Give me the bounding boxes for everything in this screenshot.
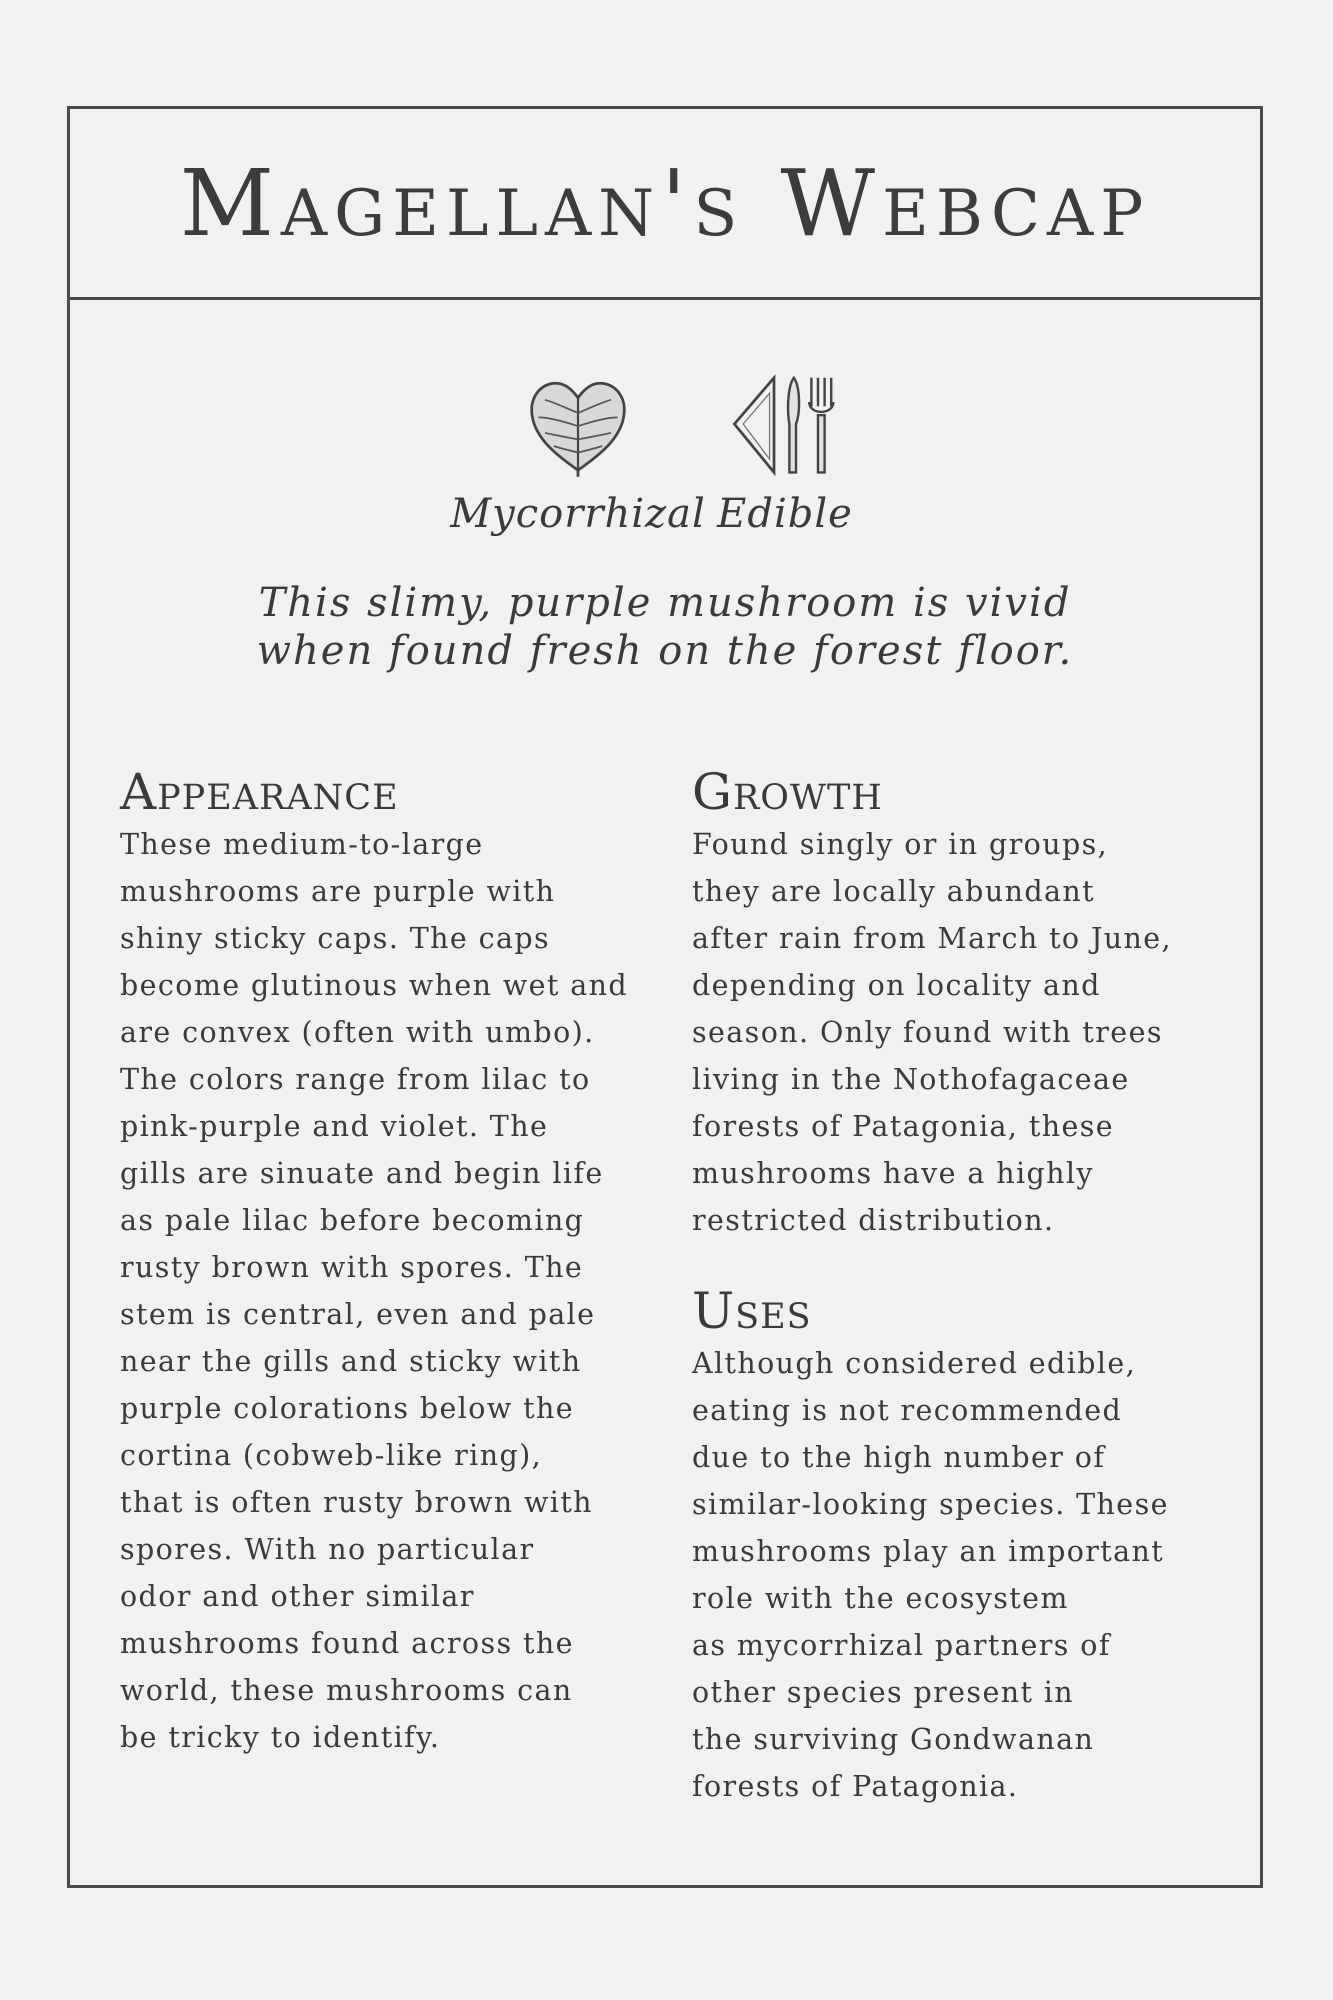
text-line: season. Only found with trees	[692, 1016, 1163, 1049]
trait-icons	[70, 369, 1260, 569]
appearance-section	[120, 765, 660, 1761]
left-column	[120, 765, 660, 1801]
text-line: become glutinous when wet and	[120, 969, 629, 1002]
text-line: mushrooms play an important	[692, 1535, 1165, 1568]
text-line: mushrooms found across the	[120, 1627, 574, 1660]
text-line: Found singly or in groups,	[692, 828, 1109, 861]
text-line: mushrooms have a highly	[692, 1157, 1094, 1190]
text-line: the surviving Gondwanan	[692, 1723, 1095, 1756]
growth-heading: Growth	[692, 763, 883, 821]
title-band	[70, 109, 1260, 300]
text-line: be tricky to identify.	[120, 1721, 441, 1754]
text-line: gills are sinuate and begin life	[120, 1157, 604, 1190]
text-line: spores. With no particular	[120, 1533, 535, 1566]
tagline-line: when found fresh on the forest floor.	[256, 628, 1074, 674]
right-column	[692, 765, 1232, 1850]
mycorrhizal-label: Mycorrhizal	[450, 491, 706, 537]
growth-text	[692, 821, 1232, 1244]
text-line: role with the ecosystem	[692, 1582, 1069, 1615]
text-line: due to the high number of	[692, 1441, 1106, 1474]
text-line: stem is central, even and pale	[120, 1298, 596, 1331]
text-line: pink-purple and violet. The	[120, 1110, 549, 1143]
text-line: shiny sticky caps. The caps	[120, 922, 551, 955]
edible-label: Edible	[717, 491, 853, 537]
uses-heading: Uses	[692, 1282, 812, 1340]
text-line: living in the Nothofagaceae	[692, 1063, 1130, 1096]
text-line: Although considered edible,	[692, 1347, 1137, 1380]
leaf-icon	[523, 369, 633, 479]
text-line: cortina (cobweb-like ring),	[120, 1439, 543, 1472]
growth-section	[692, 765, 1232, 1244]
text-line: The colors range from lilac to	[120, 1063, 591, 1096]
text-line: after rain from March to June,	[692, 922, 1173, 955]
text-line: forests of Patagonia, these	[692, 1110, 1115, 1143]
tagline	[70, 579, 1260, 675]
text-line: mushrooms are purple with	[120, 875, 556, 908]
text-line: These medium-to-large	[120, 828, 484, 861]
text-line: eating is not recommended	[692, 1394, 1123, 1427]
text-line: odor and other similar	[120, 1580, 475, 1613]
text-line: restricted distribution.	[692, 1204, 1055, 1237]
page-title: Magellan's Webcap	[179, 149, 1151, 257]
mycorrhizal-badge	[448, 369, 708, 537]
edible-badge	[700, 369, 870, 537]
text-line: forests of Patagonia.	[692, 1770, 1019, 1803]
uses-text	[692, 1340, 1232, 1810]
text-line: rusty brown with spores. The	[120, 1251, 584, 1284]
text-line: are convex (often with umbo).	[120, 1016, 595, 1049]
text-line: depending on locality and	[692, 969, 1101, 1002]
text-line: other species present in	[692, 1676, 1075, 1709]
text-line: world, these mushrooms can	[120, 1674, 573, 1707]
text-line: that is often rusty brown with	[120, 1486, 593, 1519]
text-line: they are locally abundant	[692, 875, 1095, 908]
text-line: as pale lilac before becoming	[120, 1204, 585, 1237]
text-line: purple colorations below the	[120, 1392, 574, 1425]
text-line: similar-looking species. These	[692, 1488, 1169, 1521]
cutlery-icon	[730, 369, 840, 479]
uses-section	[692, 1284, 1232, 1810]
page-frame	[67, 106, 1263, 1888]
text-line: near the gills and sticky with	[120, 1345, 582, 1378]
appearance-heading: Appearance	[120, 763, 399, 821]
tagline-line: This slimy, purple mushroom is vivid	[258, 580, 1072, 626]
appearance-text	[120, 821, 660, 1761]
text-line: as mycorrhizal partners of	[692, 1629, 1111, 1662]
